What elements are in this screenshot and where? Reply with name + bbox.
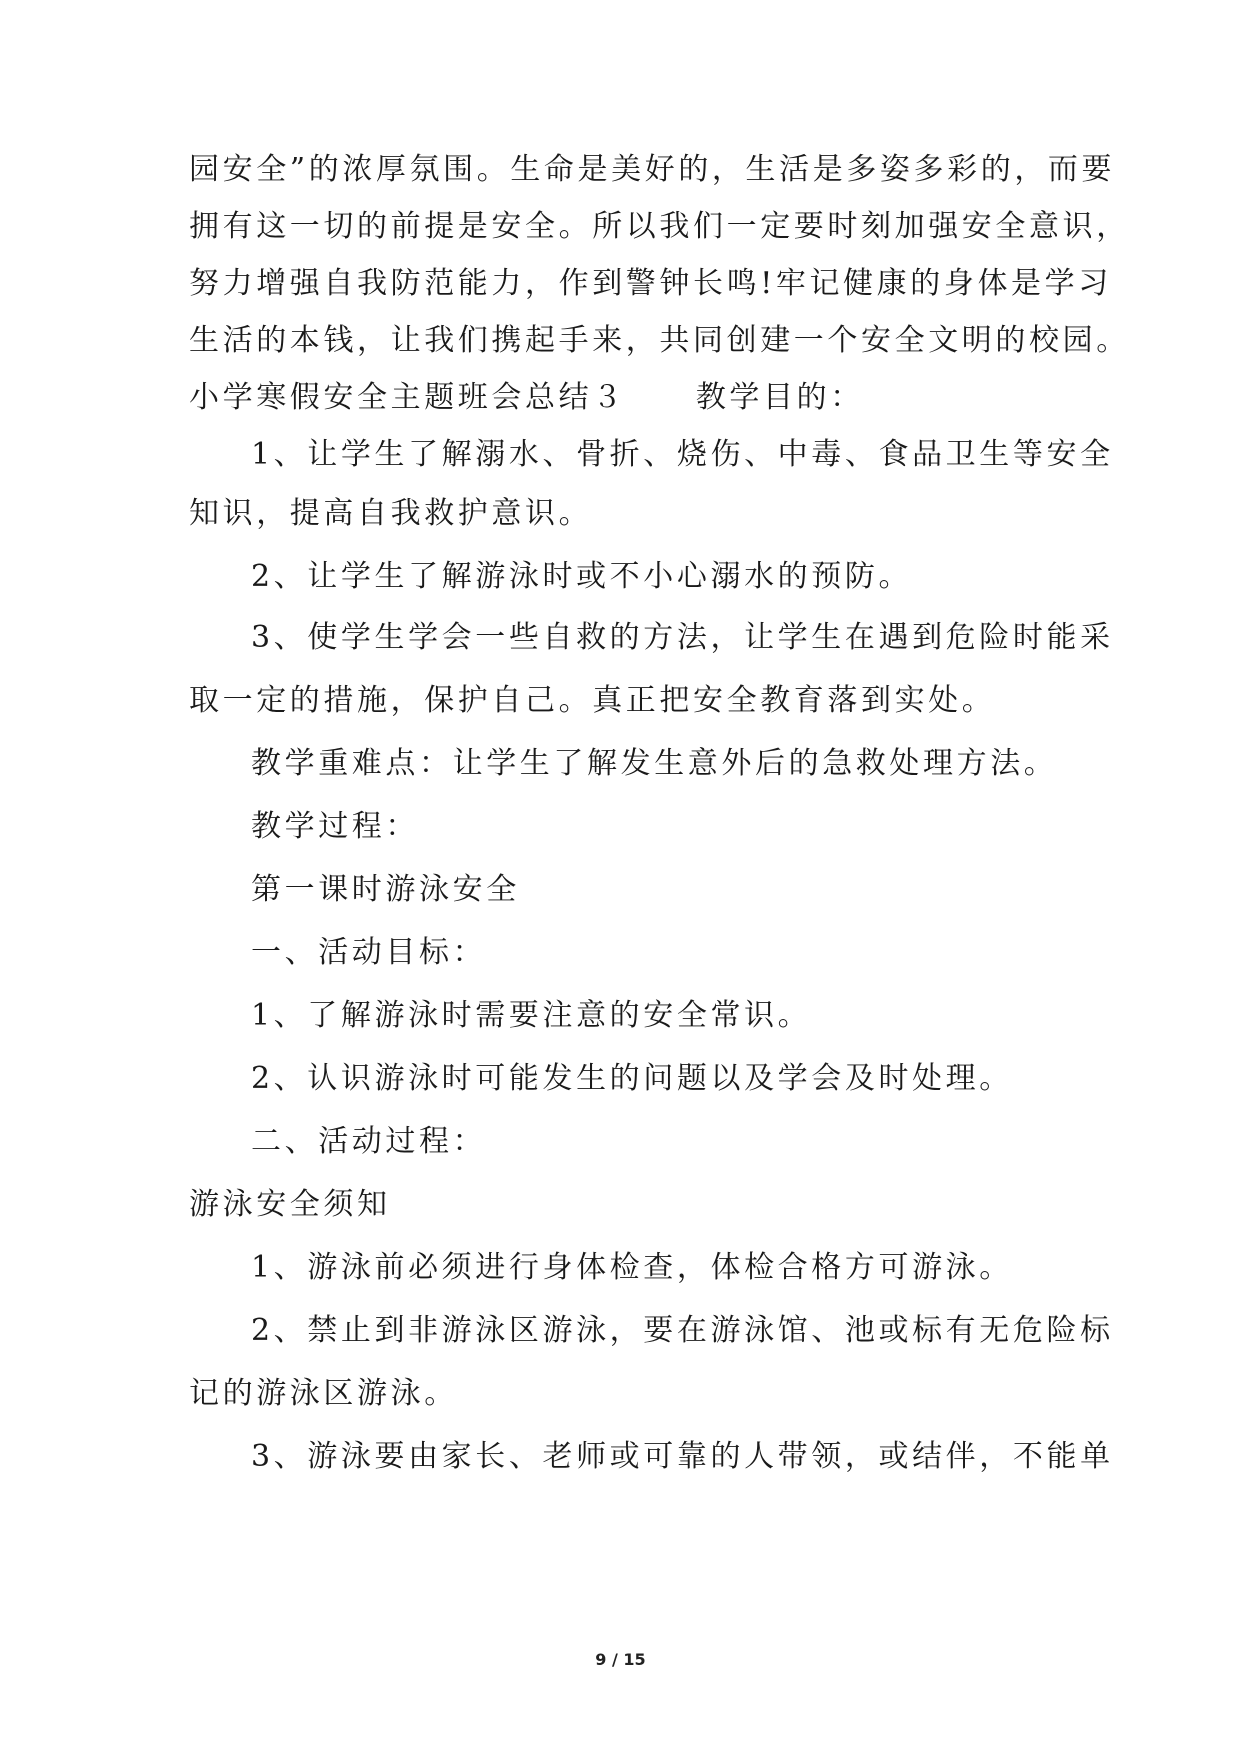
teaching-goal-label: 教学目的： bbox=[695, 380, 864, 415]
paragraph-line: 1、游泳前必须进行身体检查，体检合格方可游泳。 bbox=[251, 1250, 1013, 1285]
paragraph-line: 教学过程： bbox=[251, 809, 419, 844]
paragraph-line: 园安全”的浓厚氛围。生命是美好的，生活是多姿多彩的，而要 bbox=[189, 152, 1116, 187]
paragraph-line: 拥有这一切的前提是安全。所以我们一定要时刻加强安全意识， bbox=[189, 209, 1130, 244]
paragraph-line: 生活的本钱，让我们携起手来，共同创建一个安全文明的校园。 bbox=[189, 323, 1130, 358]
paragraph-line: 第一课时游泳安全 bbox=[251, 872, 520, 907]
paragraph-line: 3、游泳要由家长、老师或可靠的人带领，或结伴，不能单 bbox=[251, 1439, 1114, 1474]
paragraph-line: 2、禁止到非游泳区游泳，要在游泳馆、池或标有无危险标 bbox=[251, 1313, 1114, 1348]
paragraph-line: 2、认识游泳时可能发生的问题以及学会及时处理。 bbox=[251, 1061, 1013, 1096]
paragraph-line: 1、了解游泳时需要注意的安全常识。 bbox=[251, 998, 812, 1033]
paragraph-line: 取一定的措施，保护自己。真正把安全教育落到实处。 bbox=[189, 683, 996, 718]
paragraph-line: 一、活动目标： bbox=[251, 935, 487, 970]
paragraph-line: 游泳安全须知 bbox=[189, 1187, 391, 1222]
paragraph-line: 知识，提高自我救护意识。 bbox=[189, 496, 593, 531]
section-heading-line bbox=[189, 378, 864, 418]
paragraph-line: 记的游泳区游泳。 bbox=[189, 1376, 458, 1411]
paragraph-line: 教学重难点：让学生了解发生意外后的急救处理方法。 bbox=[251, 746, 1058, 781]
page-number: 9 / 15 bbox=[595, 1650, 646, 1669]
paragraph-line: 二、活动过程： bbox=[251, 1124, 487, 1159]
paragraph-line: 2、让学生了解游泳时或不小心溺水的预防。 bbox=[251, 559, 913, 594]
paragraph-line: 1、让学生了解溺水、骨折、烧伤、中毒、食品卫生等安全 bbox=[251, 437, 1114, 472]
section-heading: 小学寒假安全主题班会总结３ bbox=[189, 380, 626, 415]
paragraph-line: 努力增强自我防范能力，作到警钟长鸣!牢记健康的身体是学习 bbox=[189, 266, 1112, 301]
paragraph-line: 3、使学生学会一些自救的方法，让学生在遇到危险时能采 bbox=[251, 620, 1114, 655]
